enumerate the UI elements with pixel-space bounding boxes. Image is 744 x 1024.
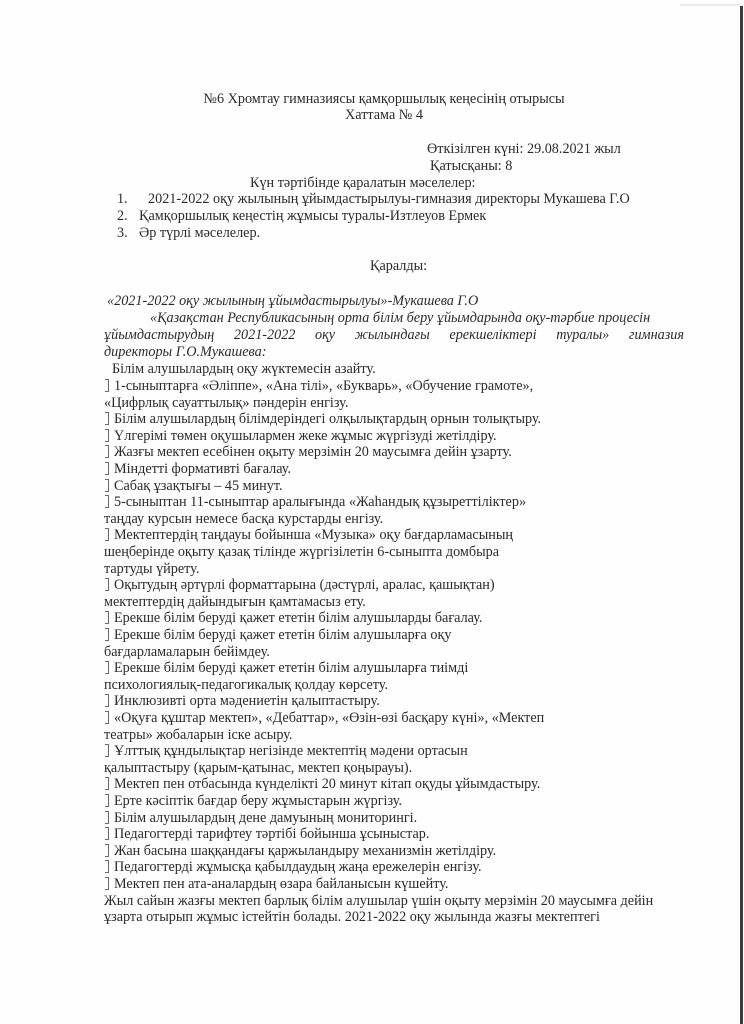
- list-item-text: Ерекше білім беруді қажет ететін білім алушыларға тиімді: [114, 660, 469, 677]
- bracket-bullet-icon: [105, 877, 109, 890]
- list-item-text: Инклюзивті орта мәдениетін қалыптастыру.: [114, 693, 380, 710]
- bracket-bullet-icon: [105, 777, 109, 790]
- list-item: [105, 428, 497, 445]
- bracket-bullet-icon: [105, 794, 109, 807]
- bracket-bullet-icon: [105, 462, 109, 475]
- list-item-text: Үлгерімі төмен оқушылармен жеке жұмыс жүргізуді жетілдіру.: [114, 427, 497, 444]
- list-item-text: Міндетті формативті бағалау.: [114, 461, 291, 477]
- list-item: [105, 793, 402, 810]
- list-item: [105, 710, 544, 727]
- intro-word: ұйымдастырудың: [104, 327, 215, 343]
- list-item-continuation: психологиялық-педагогикалық қолдау көрсету.: [104, 676, 389, 693]
- document-title: №6 Хромтау гимназиясы қамқоршылық кеңесінің отырысы: [203, 91, 565, 107]
- agenda-item-number: 2.: [117, 208, 128, 224]
- protocol-number: Хаттама № 4: [345, 107, 423, 123]
- agenda-item-text: 2021-2022 оқу жылының ұйымдастырылуы-гимназия директоры Мукашева Г.О: [148, 191, 630, 207]
- bracket-bullet-icon: [105, 827, 109, 840]
- list-item-text: Білім алушылардың білімдеріндегі олқылықтардың орнын толықтыру.: [114, 411, 542, 428]
- agenda-item: [117, 208, 486, 225]
- intro-line-1: «Қазақстан Республикасының орта білім беру ұйымдарында оқу-тәрбие процесін: [150, 310, 651, 326]
- first-item: Білім алушылардың оқу жүктемесін азайту.: [112, 361, 376, 377]
- section-title: «2021-2022 оқу жылының ұйымдастырылуы»-Мукашева Г.О: [107, 293, 479, 309]
- list-item-continuation: «Цифрлық сауаттылық» пәндерін енгізу.: [104, 394, 349, 411]
- list-item: [105, 693, 380, 710]
- closing-line: Жыл сайын жазғы мектеп барлық білім алушылар үшін оқыту мерзімін 20 маусымға дейін: [104, 892, 654, 909]
- agenda-item: [117, 225, 260, 242]
- list-item-continuation: мектептердің дайындығын қамтамасыз ету.: [104, 593, 366, 610]
- list-item: [105, 494, 526, 511]
- list-item: [105, 826, 429, 843]
- list-item: [105, 810, 417, 827]
- intro-word: гимназия: [628, 327, 684, 343]
- attendance-count: Қатысқаны: 8: [430, 158, 513, 174]
- agenda-item: [117, 191, 630, 208]
- list-item-text: Жазғы мектеп есебінен оқыту мерзімін 20 маусымға дейін ұзарту.: [114, 444, 512, 461]
- list-item: [105, 378, 533, 395]
- list-item-text: Ерте кәсіптік бағдар беру жұмыстарын жүргізу.: [114, 793, 403, 809]
- list-item-text: 1-сыныптарға «Әліппе», «Ана тілі», «Букварь», «Обучение грамоте»,: [114, 378, 534, 394]
- bracket-bullet-icon: [105, 711, 109, 724]
- list-item-text: Мектеп пен ата-аналардың өзара байланысын күшейту.: [114, 876, 449, 892]
- agenda-item-number: 1.: [117, 191, 128, 207]
- bracket-bullet-icon: [105, 578, 109, 591]
- intro-word: жылындағы: [354, 327, 430, 343]
- list-item: [105, 577, 495, 594]
- list-item: [105, 444, 512, 461]
- bracket-bullet-icon: [105, 611, 109, 624]
- list-item: [105, 461, 291, 478]
- intro-word: ерекшеліктері: [449, 327, 537, 343]
- bracket-bullet-icon: [105, 479, 109, 492]
- closing-line: ұзарта отырып жұмыс істейтін болады. 2021-2022 оқу жылында жазғы мектептегі: [104, 909, 600, 926]
- list-item: [105, 743, 468, 760]
- list-item-text: Педагогтерді жұмысқа қабылдаудың жаңа ережелерін енгізу.: [114, 859, 482, 876]
- list-item-text: Білім алушылардың дене дамуының мониторингі.: [114, 809, 418, 826]
- bracket-bullet-icon: [105, 445, 109, 458]
- agenda-heading: Күн тәртібінде қаралатын мәселелер:: [250, 175, 476, 191]
- considered-heading: Қаралды:: [370, 258, 428, 274]
- bracket-bullet-icon: [105, 379, 109, 392]
- list-item: [105, 660, 468, 677]
- bracket-bullet-icon: [105, 628, 109, 641]
- list-item-continuation: театры» жобаларын іске асыру.: [104, 726, 293, 743]
- list-item-text: Мектептердің таңдауы бойынша «Музыка» оқу бағдарламасының: [114, 527, 513, 544]
- bracket-bullet-icon: [105, 528, 109, 541]
- list-item: [105, 859, 482, 876]
- bracket-bullet-icon: [105, 694, 109, 707]
- list-item-text: Мектеп пен отбасында күнделікті 20 минут кітап оқуды ұйымдастыру.: [114, 776, 541, 793]
- bracket-bullet-icon: [105, 844, 109, 857]
- list-item-text: Ерекше білім беруді қажет ететін білім алушыларға оқу: [114, 627, 452, 643]
- bracket-bullet-icon: [105, 860, 109, 873]
- list-item: [105, 610, 482, 627]
- bracket-bullet-icon: [105, 661, 109, 674]
- intro-word: 2021-2022: [233, 327, 296, 343]
- agenda-item-number: 3.: [117, 225, 128, 241]
- bracket-bullet-icon: [105, 429, 109, 442]
- list-item-text: Ұлттық құндылықтар негізінде мектептің мәдени ортасын: [114, 743, 468, 760]
- list-item-continuation: тартуды үйрету.: [104, 560, 200, 577]
- list-item: [105, 627, 451, 644]
- list-item-text: Педагогтерді тарифтеу тәртібі бойынша ұсыныстар.: [114, 826, 430, 843]
- list-item-continuation: шеңберінде оқыту қазақ тілінде жүргізілетін 6-сыныпта домбыра: [104, 544, 500, 560]
- list-item: [105, 876, 448, 893]
- list-item-continuation: бағдарламаларын бейімдеу.: [104, 643, 270, 660]
- intro-line-2: [104, 327, 684, 344]
- list-item-continuation: қалыптастыру (қарым-қатынас, мектеп қоңырауы).: [104, 759, 413, 776]
- bracket-bullet-icon: [105, 811, 109, 824]
- list-item-text: Жан басына шаққандағы қаржыландыру механизмін жетілдіру.: [114, 842, 497, 859]
- list-item-text: 5-сыныптан 11-сыныптар аралығында «Жаһандық құзыреттіліктер»: [114, 494, 527, 511]
- list-item-continuation: таңдау курсын немесе басқа курстарды енгізу.: [104, 510, 384, 527]
- intro-line-3: директоры Г.О.Мукашева:: [104, 344, 267, 360]
- bracket-bullet-icon: [105, 412, 109, 425]
- list-item-text: «Оқуға құштар мектеп», «Дебаттар», «Өзін-өзі басқару күні», «Мектеп: [114, 710, 545, 726]
- list-item-text: Ерекше білім беруді қажет ететін білім алушыларды бағалау.: [114, 610, 483, 627]
- agenda-item-text: Әр түрлі мәселелер.: [139, 225, 261, 241]
- list-item: [105, 527, 513, 544]
- agenda-item-text: Қамқоршылық кеңестің жұмысы туралы-Изтлеуов Ермек: [139, 208, 487, 224]
- bracket-bullet-icon: [105, 495, 109, 508]
- list-item: [105, 843, 496, 860]
- intro-word: оқу: [315, 327, 336, 343]
- list-item: [105, 478, 283, 495]
- scan-edge-right: [740, 6, 743, 1024]
- list-item: [105, 411, 541, 428]
- bracket-bullet-icon: [105, 744, 109, 757]
- list-item-text: Сабақ ұзақтығы – 45 минут.: [114, 477, 283, 494]
- list-item-text: Оқытудың әртүрлі форматтарына (дәстүрлі, аралас, қашықтан): [114, 577, 495, 594]
- list-item: [105, 776, 540, 793]
- scan-edge-top: [680, 4, 740, 6]
- meeting-date: Өткізілген күні: 29.08.2021 жыл: [427, 141, 621, 157]
- intro-word: туралы»: [556, 327, 610, 343]
